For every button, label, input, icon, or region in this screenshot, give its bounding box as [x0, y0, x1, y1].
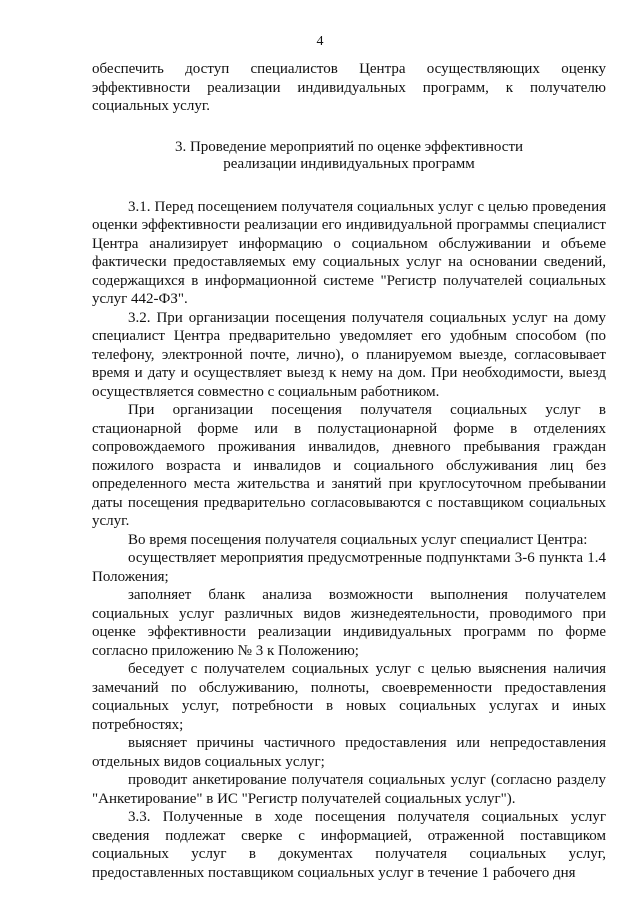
section-heading-line-2: реализации индивидуальных программ — [223, 155, 475, 172]
paragraph-3-2: 3.2. При организации посещения получателя социальных услуг на дому специалист Центра предварительно уведомляет его удобным способом (по телефону, электронной почте, лично), о планируемом выезде, согласовывает время и дату и осуществляет выезд к нему на дом. При необходимости, выезд осуществляется совместно с социальным работником. — [92, 309, 606, 400]
page-number: 4 — [316, 34, 324, 49]
paragraph-3-1: 3.1. Перед посещением получателя социальных услуг с целью проведения оценки эффективности реализации его индивидуальной программы специалист Центра анализирует информацию о социальном обслуживании и объеме фактически предоставляемых ему социальных услуг на основании сведений, содержащихся в информационной системе "Регистр получателей социальных услуг 442-ФЗ". — [92, 198, 606, 307]
section-heading — [92, 139, 606, 173]
list-item-interview: беседует с получателем социальных услуг с целью выяснения наличия замечаний по обслуживанию, полноты, своевременности предоставления социальных услуг, потребности в новых социальных услугах и иных потребностях; — [92, 661, 606, 733]
paragraph-3-3: 3.3. Полученные в ходе посещения получателя социальных услуг сведения подлежат сверке с информацией, отраженной поставщиком социальных услуг в документах получателя социальных услуг, предоставленных поставщиком социальных услуг в течение 1 рабочего дня — [92, 809, 606, 881]
list-item-questionnaire: проводит анкетирование получателя социальных услуг (согласно разделу "Анкетирование" в ИС "Регистр получателей социальных услуг"). — [92, 772, 606, 807]
section-heading-line-1: 3. Проведение мероприятий по оценке эффективности — [174, 138, 524, 155]
paragraph-stationary-form: При организации посещения получателя социальных услуг в стационарной форме или в полустационарной форме в отделениях сопровождаемого проживания инвалидов, дневного пребывания граждан пожилого возраста и инвалидов и социального обслуживания лиц без определенного места жительства и занятий при круглосуточном пребывании даты посещения предварительно согласовываются с поставщиком социальных услуг. — [92, 402, 606, 529]
intro-paragraph: обеспечить доступ специалистов Центра осуществляющих оценку эффективности реализации индивидуальных программ, к получателю социальных услуг. — [92, 61, 606, 114]
list-item-find-reasons: выясняет причины частичного предоставления или непредоставления отдельных видов социальных услуг; — [92, 735, 606, 770]
paragraph-during-visit: Во время посещения получателя социальных услуг специалист Центра: — [128, 531, 588, 548]
document-body — [92, 60, 606, 882]
list-item-measures: осуществляет мероприятия предусмотренные подпунктами 3-6 пункта 1.4 Положения; — [92, 550, 606, 585]
list-item-fill-form: заполняет бланк анализа возможности выполнения получателем социальных услуг различных видов жизнедеятельности, проводимого при оценке эффективности реализации индивидуальных программ по форме согласно приложению № 3 к Положению; — [92, 587, 606, 659]
